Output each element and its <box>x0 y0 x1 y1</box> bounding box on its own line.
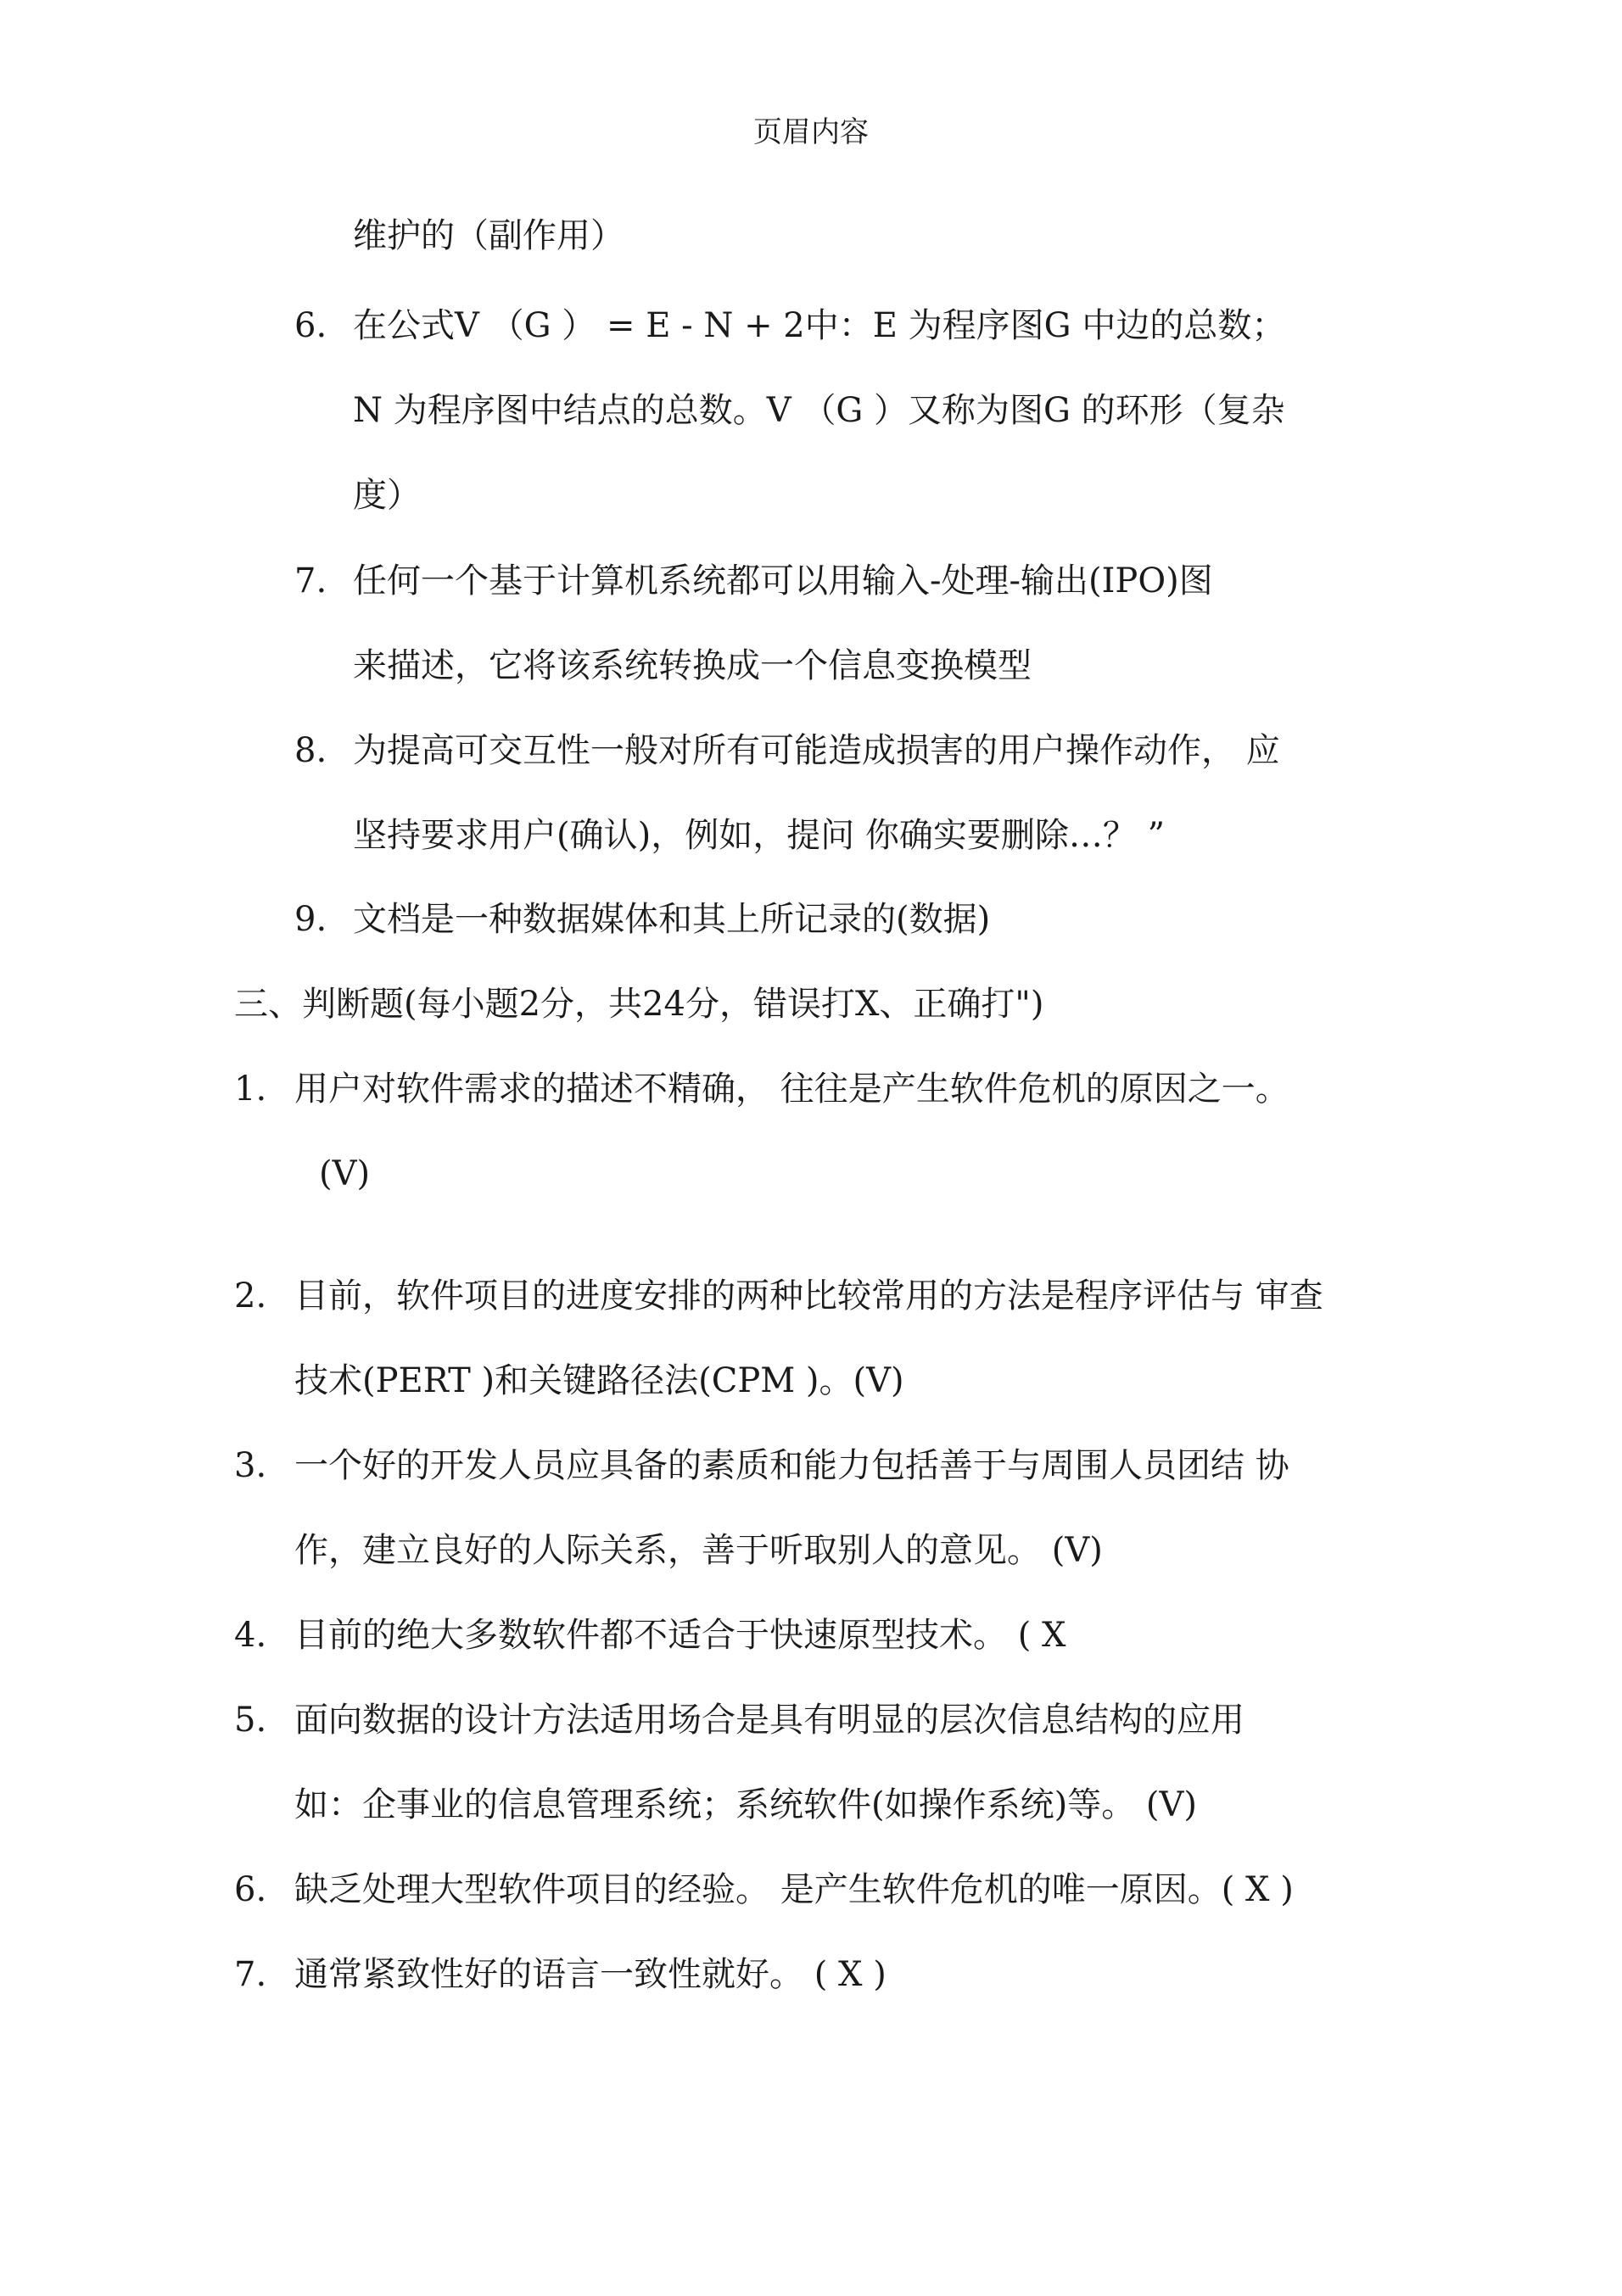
item6-line1: 在公式V （G ） = E - N + 2中：E 为程序图G 中边的总数； <box>353 306 1286 345</box>
judge-item6-number: 6. <box>234 1870 267 1909</box>
judge-item5-line1: 面向数据的设计方法适用场合是具有明显的层次信息结构的应用 <box>294 1701 1244 1740</box>
judge-item7-line1: 通常紧致性好的语言一致性就好。 ( X ) <box>294 1955 887 1994</box>
item6-line3: 度） <box>353 476 421 515</box>
judge-item1-number: 1. <box>234 1070 267 1109</box>
section-heading-judgement: 三、判断题(每小题2分，共24分，错误打X、正确打") <box>234 985 1044 1024</box>
judge-item5-number: 5. <box>234 1701 267 1740</box>
judge-item1-answer: (V) <box>319 1154 371 1193</box>
judge-item7-number: 7. <box>234 1955 267 1994</box>
item9-line1: 文档是一种数据媒体和其上所记录的(数据) <box>353 900 991 939</box>
judge-item6-line1: 缺乏处理大型软件项目的经验。 是产生软件危机的唯一原因。( X ) <box>294 1870 1294 1909</box>
judge-item1-line1: 用户对软件需求的描述不精确， 往往是产生软件危机的原因之一。 <box>294 1070 1289 1109</box>
judge-item3-number: 3. <box>234 1446 267 1485</box>
judge-item2-line2: 技术(PERT )和关键路径法(CPM )。(V) <box>294 1361 904 1400</box>
item8-line1: 为提高可交互性一般对所有可能造成损害的用户操作动作， 应 <box>353 731 1280 770</box>
item8-line2: 坚持要求用户(确认)，例如，提问 你确实要删除…？ ” <box>353 816 1166 855</box>
item6-line2: N 为程序图中结点的总数。V （G ）又称为图G 的环形（复杂 <box>353 391 1285 430</box>
judge-item2-line1: 目前，软件项目的进度安排的两种比较常用的方法是程序评估与 审查 <box>294 1276 1323 1316</box>
judge-item4-line1: 目前的绝大多数软件都不适合于快速原型技术。 ( X <box>294 1616 1066 1655</box>
item7-number: 7. <box>294 561 327 601</box>
item7-line2: 来描述，它将该系统转换成一个信息变换模型 <box>353 646 1032 685</box>
item8-number: 8. <box>294 731 327 770</box>
item7-line1: 任何一个基于计算机系统都可以用输入-处理-输出(IPO)图 <box>353 561 1213 601</box>
judge-item3-line1: 一个好的开发人员应具备的素质和能力包括善于与周围人员团结 协 <box>294 1446 1289 1485</box>
item9-number: 9. <box>294 900 327 939</box>
judge-item4-number: 4. <box>234 1616 267 1655</box>
judge-item3-line2: 作，建立良好的人际关系，善于听取别人的意见。 (V) <box>294 1531 1103 1570</box>
judge-item2-number: 2. <box>234 1276 267 1316</box>
item5-continuation: 维护的（副作用） <box>353 216 624 255</box>
item6-number: 6. <box>294 306 327 345</box>
page-header: 页眉内容 <box>753 115 869 149</box>
judge-item5-line2: 如：企事业的信息管理系统；系统软件(如操作系统)等。 (V) <box>294 1785 1198 1824</box>
